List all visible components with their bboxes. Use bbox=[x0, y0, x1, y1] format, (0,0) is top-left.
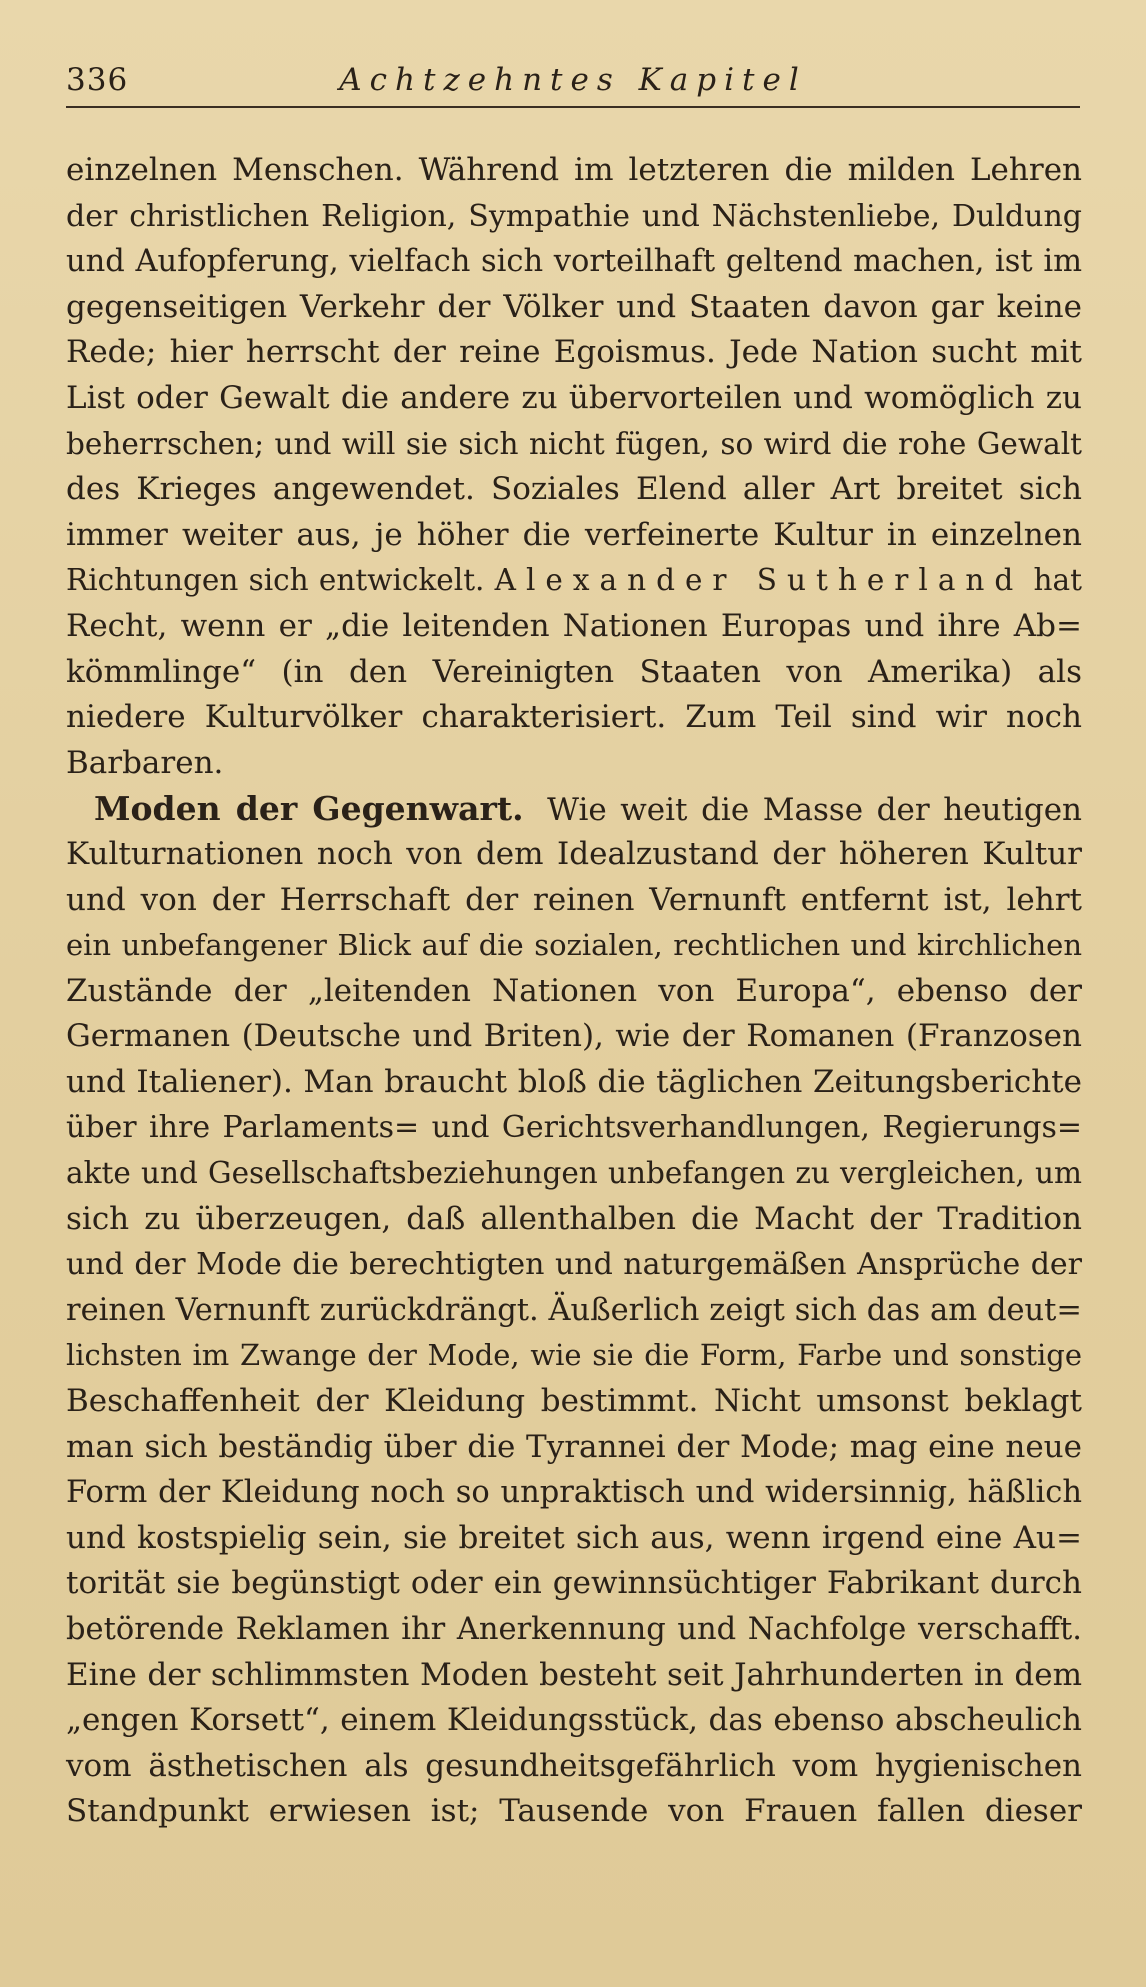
text-fragment: Richtungen sich entwickelt. bbox=[66, 563, 485, 598]
text-line: Germanen (Deutsche und Briten), wie der Romanen (Franzosen bbox=[66, 1018, 1082, 1055]
text-line: des Krieges angewendet. Soziales Elend aller Art breitet sich bbox=[66, 471, 1082, 508]
text-line bbox=[66, 558, 1082, 604]
text-line: und der Mode die berechtigten und naturgemäßen Ansprüche der bbox=[66, 1247, 1082, 1283]
page-number: 336 bbox=[66, 62, 129, 98]
text-line: über ihre Parlaments= und Gerichtsverhandlungen, Regierungs= bbox=[66, 1110, 1082, 1146]
text-line: gegenseitigen Verkehr der Völker und Staaten davon gar keine bbox=[66, 288, 1082, 325]
text-line: niedere Kulturvölker charakterisiert. Zum Teil sind wir noch bbox=[66, 699, 1082, 736]
text-line: ein unbefangener Blick auf die sozialen, rechtlichen und kirchlichen bbox=[66, 928, 1082, 963]
author-name: Alexander Sutherland bbox=[494, 563, 1024, 598]
chapter-title: Achtzehntes Kapitel bbox=[339, 62, 807, 98]
text-line: lichsten im Zwange der Mode, wie sie die Form, Farbe und sonstige bbox=[66, 1338, 1082, 1373]
text-line: Beschaffenheit der Kleidung bestimmt. Nicht umsonst beklagt bbox=[66, 1383, 1082, 1420]
text-line: Recht, wenn er „die leitenden Nationen Europas und ihre Ab= bbox=[66, 607, 1082, 644]
text-line: vom ästhetischen als gesundheitsgefährlich vom hygienischen bbox=[66, 1747, 1082, 1784]
text-line: der christlichen Religion, Sympathie und Nächstenliebe, Duldung bbox=[66, 198, 1082, 234]
text-line: einzelnen Menschen. Während im letzteren die milden Lehren bbox=[66, 152, 1082, 188]
text-line: kömmlinge“ (in den Vereinigten Staaten von Amerika) als bbox=[66, 653, 1082, 690]
text-line: Zustände der „leitenden Nationen von Europa“, ebenso der bbox=[66, 972, 1082, 1009]
text-line: Form der Kleidung noch so unpraktisch und widersinnig, häßlich bbox=[66, 1475, 1082, 1511]
text-fragment: hat bbox=[1033, 563, 1082, 598]
text-line: und Italiener). Man braucht bloß die täglichen Zeitungsberichte bbox=[66, 1063, 1082, 1100]
text-line: torität sie begünstigt oder ein gewinnsüchtiger Fabrikant durch bbox=[66, 1565, 1082, 1602]
text-line: und von der Herrschaft der reinen Vernunft entfernt ist, lehrt bbox=[66, 881, 1082, 918]
text-line: man sich beständig über die Tyrannei der Mode; mag eine neue bbox=[66, 1428, 1082, 1465]
text-line: immer weiter aus, je höher die verfeinerte Kultur in einzelnen bbox=[66, 516, 1082, 553]
text-line: reinen Vernunft zurückdrängt. Äußerlich zeigt sich das am deut= bbox=[66, 1292, 1082, 1328]
text-line: Eine der schlimmsten Moden besteht seit Jahrhunderten in dem bbox=[66, 1656, 1082, 1693]
text-line: Kulturnationen noch von dem Idealzustand der höheren Kultur bbox=[66, 835, 1082, 872]
text-line: beherrschen; und will sie sich nicht fügen, so wird die rohe Gewalt bbox=[66, 426, 1082, 461]
running-head bbox=[66, 58, 1080, 108]
text-line: „engen Korsett“, einem Kleidungsstück, das ebenso abscheulich bbox=[66, 1702, 1082, 1739]
text-line: sich zu überzeugen, daß allenthalben die Macht der Tradition bbox=[66, 1200, 1082, 1237]
text-line: List oder Gewalt die andere zu übervorteilen und womöglich zu bbox=[66, 379, 1082, 416]
text-line bbox=[66, 786, 1082, 832]
text-line: und kostspielig sein, sie breitet sich aus, wenn irgend eine Au= bbox=[66, 1519, 1082, 1556]
text-line: betörende Reklamen ihr Anerkennung und Nachfolge verschafft. bbox=[66, 1612, 1082, 1647]
text-line: Standpunkt erwiesen ist; Tausende von Frauen fallen dieser bbox=[66, 1793, 1082, 1830]
text-fragment: Wie weit die Masse der heutigen bbox=[547, 792, 1083, 829]
text-line: akte und Gesellschaftsbeziehungen unbefangen zu vergleichen, um bbox=[66, 1156, 1082, 1191]
body-text bbox=[66, 148, 1082, 1835]
text-line: Barbaren. bbox=[66, 744, 224, 781]
text-line: Rede; hier herrscht der reine Egoismus. Jede Nation sucht mit bbox=[66, 334, 1082, 371]
text-line: und Aufopferung, vielfach sich vorteilhaft geltend machen, ist im bbox=[66, 244, 1082, 280]
section-heading: Moden der Gegenwart. bbox=[94, 789, 524, 829]
